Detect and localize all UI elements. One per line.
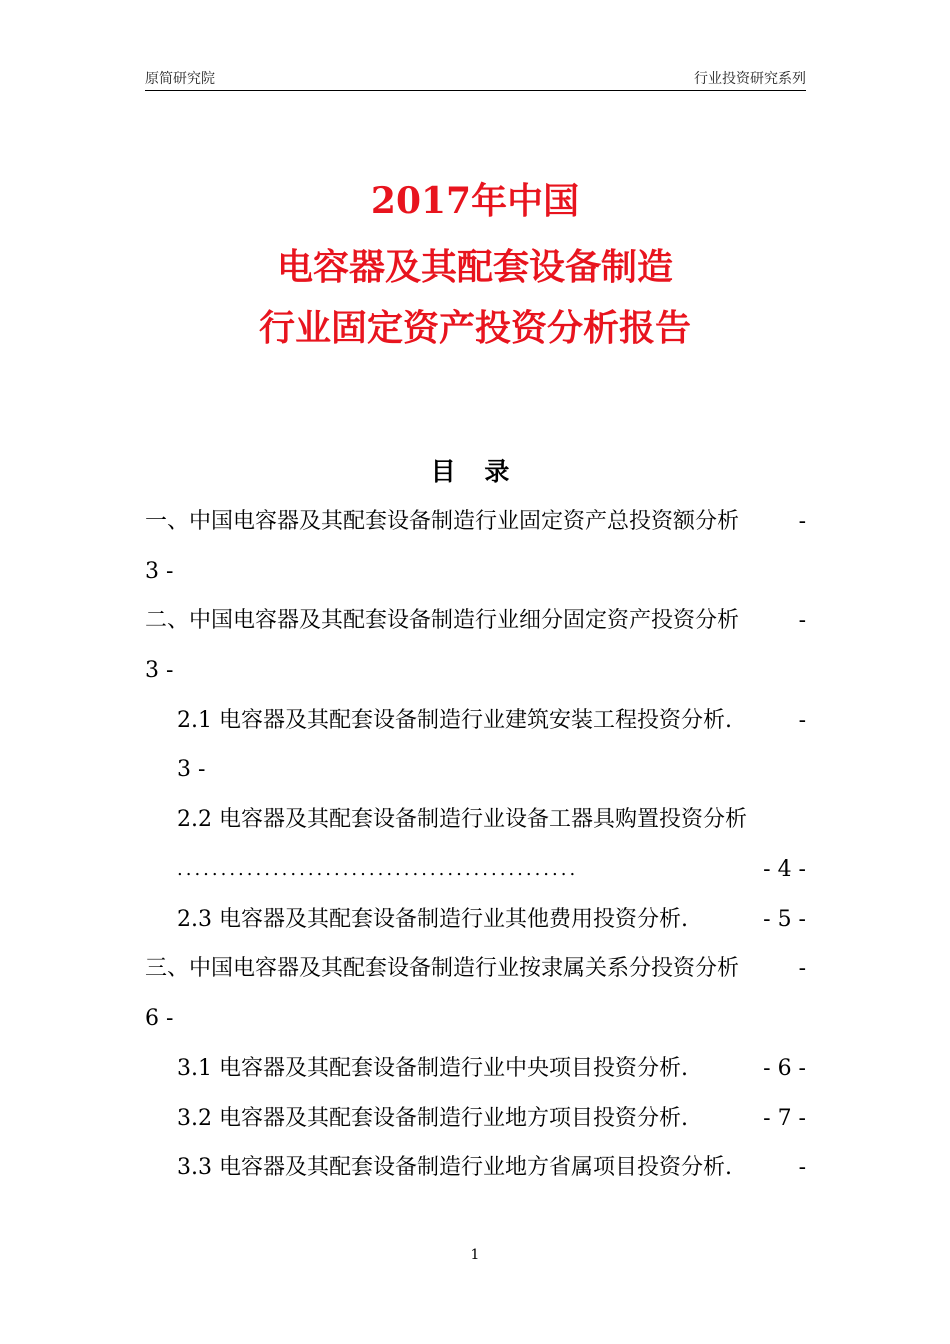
- header-series: 行业投资研究系列: [694, 71, 806, 87]
- toc-entry-page: - 6 -: [763, 1056, 806, 1081]
- toc-entry-text: 3.1 电容器及其配套设备制造行业中央项目投资分析.: [177, 1056, 688, 1081]
- toc-subentry[interactable]: [177, 1104, 806, 1134]
- toc-entry-page: - 4 -: [763, 857, 806, 882]
- toc-entry-continuation: [177, 855, 806, 885]
- toc-entry-page: - 5 -: [763, 907, 806, 932]
- toc-entry-continuation: [145, 557, 806, 587]
- toc-entry-text: 3.3 电容器及其配套设备制造行业地方省属项目投资分析.: [177, 1155, 732, 1180]
- toc-entry-text: 2.3 电容器及其配套设备制造行业其他费用投资分析.: [177, 907, 688, 932]
- toc-leader-dots: ..............................................: [177, 859, 579, 880]
- toc-entry-continuation: [145, 656, 806, 686]
- toc-entry-text: 2.1 电容器及其配套设备制造行业建筑安装工程投资分析.: [177, 708, 732, 733]
- toc-entry[interactable]: [145, 507, 806, 537]
- toc-entry-page: 6 -: [145, 1006, 174, 1031]
- toc-subentry[interactable]: [177, 805, 806, 835]
- header-publisher: 原简研究院: [145, 71, 215, 87]
- toc-entry-text: 2.2 电容器及其配套设备制造行业设备工器具购置投资分析: [177, 807, 747, 832]
- toc-entry-continuation: [177, 755, 806, 785]
- toc-entry-page: -: [798, 608, 806, 633]
- toc-entry-text: 一、中国电容器及其配套设备制造行业固定资产总投资额分析: [145, 509, 740, 534]
- report-title-line-2: 电容器及其配套设备制造: [276, 246, 673, 288]
- toc-subentry[interactable]: [177, 706, 806, 736]
- toc-subentry[interactable]: [177, 905, 806, 935]
- toc-entry-text: 三、中国电容器及其配套设备制造行业按隶属关系分投资分析: [145, 956, 740, 981]
- toc-heading: 目 录: [430, 457, 520, 486]
- toc-entry-text: 二、中国电容器及其配套设备制造行业细分固定资产投资分析: [145, 608, 740, 633]
- toc-subentry[interactable]: [177, 1153, 806, 1183]
- report-title-line-1: 2017年中国: [370, 180, 580, 222]
- page-header: [145, 66, 806, 91]
- toc-entry-page: -: [798, 509, 806, 534]
- toc-entry-page: 3 -: [177, 757, 206, 782]
- toc-entry-page: -: [798, 956, 806, 981]
- toc-entry-page: 3 -: [145, 559, 174, 584]
- toc-entry[interactable]: [145, 606, 806, 636]
- toc-entry-text: 3.2 电容器及其配套设备制造行业地方项目投资分析.: [177, 1106, 688, 1131]
- toc-entry[interactable]: [145, 954, 806, 984]
- report-title-line-3: 行业固定资产投资分析报告: [258, 307, 691, 349]
- toc-entry-page: - 7 -: [763, 1106, 806, 1131]
- toc-entry-page: 3 -: [145, 658, 174, 683]
- toc-entry-page: -: [798, 708, 806, 733]
- page-number: 1: [470, 1247, 480, 1263]
- toc-subentry[interactable]: [177, 1054, 806, 1084]
- toc-entry-page: -: [798, 1155, 806, 1180]
- toc-entry-continuation: [145, 1004, 806, 1034]
